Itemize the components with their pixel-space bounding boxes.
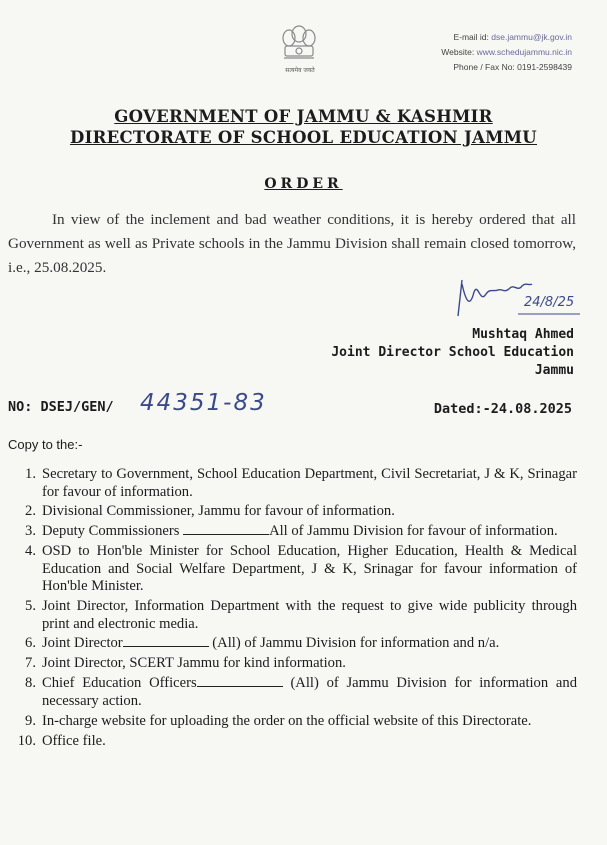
reference-number: NO: DSEJ/GEN/ bbox=[8, 399, 114, 415]
list-item: 7. Joint Director, SCERT Jammu for kind information. bbox=[25, 655, 346, 672]
phone-line: Phone / Fax No: 0191-2598439 bbox=[453, 62, 572, 72]
list-item: 4. OSD to Hon'ble Minister for School Education, Higher Education, Health & Medical Education and Social Welfare Department, J & K, Srinagar for favour information of Hon'ble Minister. bbox=[25, 543, 577, 595]
directorate-title: DIRECTORATE OF SCHOOL EDUCATION JAMMU bbox=[69, 128, 537, 147]
copy-to-list bbox=[10, 466, 577, 752]
list-item: 6. Joint Director (All) of Jammu Division for information and n/a. bbox=[25, 635, 500, 652]
email-line: E-mail id: dse.jammu@jk.gov.in bbox=[453, 32, 572, 42]
list-item: 9. In-charge website for uploading the order on the official website of this Directorate. bbox=[25, 712, 532, 729]
order-heading: ORDER bbox=[264, 176, 343, 192]
fill-blank bbox=[197, 676, 283, 687]
dated-line: Dated:-24.08.2025 bbox=[433, 401, 572, 417]
list-item: 2. Divisional Commissioner, Jammu for favour of information. bbox=[25, 503, 395, 520]
list-item: 10. Office file. bbox=[17, 732, 106, 749]
government-title: GOVERNMENT OF JAMMU & KASHMIR bbox=[114, 107, 493, 126]
signatory-name: Mushtaq Ahmed bbox=[472, 327, 574, 342]
signatory-block bbox=[331, 326, 574, 380]
signature-scribble bbox=[452, 272, 587, 324]
list-item: 3. Deputy Commissioners All of Jammu Division for favour of information. bbox=[25, 523, 558, 540]
email-link[interactable]: dse.jammu@jk.gov.in bbox=[491, 32, 572, 42]
signatory-designation: Joint Director School Education bbox=[331, 345, 574, 360]
handwritten-reference: 44351-83 bbox=[140, 390, 267, 416]
list-item: 5. Joint Director, Information Department with the request to give wide publicity through print and electronic media. bbox=[25, 598, 577, 632]
signature-date: 24/8/25 bbox=[524, 295, 575, 310]
contact-block bbox=[441, 30, 572, 75]
copy-to-label: Copy to the:- bbox=[8, 437, 83, 452]
order-body: In view of the inclement and bad weather conditions, it is hereby ordered that all Government as well as Private schools in the Jammu Division shall remain closed tomorrow, i.e., 25.08.2025. bbox=[8, 211, 576, 276]
fill-blank bbox=[123, 636, 209, 647]
website-line: Website: www.schedujammu.nic.in bbox=[441, 47, 572, 57]
fill-blank bbox=[183, 524, 269, 535]
list-item: 1. Secretary to Government, School Education Department, Civil Secretariat, J & K, Srinagar for favour of information. bbox=[25, 466, 577, 500]
website-link[interactable]: www.schedujammu.nic.in bbox=[476, 47, 572, 57]
list-item: 8. Chief Education Officers (All) of Jammu Division for information and necessary action. bbox=[25, 675, 577, 709]
emblem-motto: सत्यमेव जयते bbox=[285, 67, 315, 74]
signatory-place: Jammu bbox=[534, 363, 574, 378]
